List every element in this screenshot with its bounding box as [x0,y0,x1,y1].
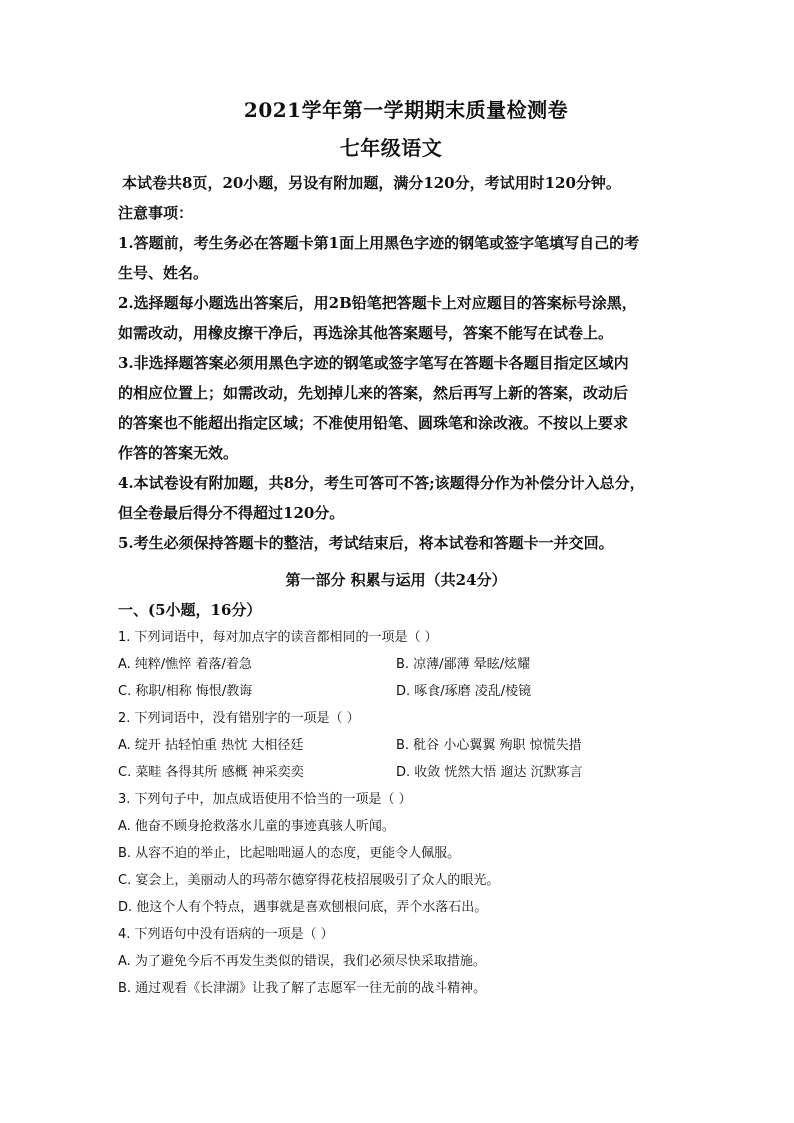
note-line: 2.选择题每小题选出答案后，用2B铅笔把答题卡上对应题目的答案标号涂黑， [118,294,637,312]
note-line: 3.非选择题答案必须用黑色字迹的钢笔或签字笔写在答题卡各题目指定区域内 [118,354,629,372]
option-c: C. 宴会上，美丽动人的玛蒂尔德穿得花枝招展吸引了众人的眼光。 [118,873,500,888]
question-stem: 2. 下列词语中，没有错别字的一项是（ ） [118,711,360,726]
option-b: B. 通过观看《长津湖》让我了解了志愿军一往无前的战斗精神。 [118,981,487,996]
section-title: 第一部分 积累与运用（共24分） [285,571,507,589]
exam-title: 2021学年第一学期期末质量检测卷 [243,98,569,122]
exam-summary: 本试卷共8页，20小题，另设有附加题，满分120分，考试用时120分钟。 [122,174,621,192]
option-row [118,759,674,786]
question-4 [118,921,674,1002]
question-3 [118,786,674,921]
option-a: A. 绽开 拈轻怕重 热忱 大相径廷 [118,738,304,753]
option-c: C. 称职/相称 悔恨/教诲 [118,684,253,699]
option-a: A. 纯粹/憔悴 着落/着急 [118,657,252,672]
option-d: D. 收敛 恍然大悟 遛达 沉默寡言 [396,765,583,780]
note-line: 但全卷最后得分不得超过120分。 [118,504,345,522]
note-line: 1.答题前，考生务必在答题卡第1面上用黑色字迹的钢笔或签字笔填写自己的考 [118,234,640,252]
note-line: 的答案也不能超出指定区域；不准使用铅笔、圆珠笔和涂改液。不按以上要求 [118,414,629,432]
notes-label: 注意事项： [118,204,194,222]
exam-subtitle: 七年级语文 [339,136,443,160]
option-a: A. 为了避免今后不再发生类似的错误，我们必须尽快采取措施。 [118,954,486,969]
exam-instructions [118,168,674,558]
option-row [118,651,674,678]
option-b: B. 从容不迫的举止，比起咄咄逼人的态度，更能令人佩服。 [118,846,461,861]
question-stem: 4. 下列语句中没有语病的一项是（ ） [118,927,334,942]
question-group-head: 一、(5小题，16分） [118,601,262,619]
question-1 [118,624,674,705]
option-b: B. 秕谷 小心翼翼 殉职 惊慌失措 [396,738,582,753]
question-stem: 1. 下列词语中，每对加点字的读音都相同的一项是（ ） [118,630,438,645]
note-line: 5.考生必须保持答题卡的整洁，考试结束后，将本试卷和答题卡一并交回。 [118,534,614,552]
note-line: 如需改动，用橡皮擦干净后，再选涂其他答案题号，答案不能写在试卷上。 [118,324,614,342]
note-line: 作答的答案无效。 [118,444,239,462]
option-row [118,732,674,759]
option-d: D. 啄食/琢磨 凌乱/棱镜 [396,684,532,699]
note-line: 生号、姓名。 [118,264,209,282]
note-line: 的相应位置上；如需改动，先划掉儿来的答案，然后再写上新的答案，改动后 [118,384,629,402]
note-line: 4.本试卷设有附加题，共8分，考生可答可不答;该题得分作为补偿分计入总分， [118,474,645,492]
option-c: C. 菜畦 各得其所 感概 神采奕奕 [118,765,304,780]
option-b: B. 凉薄/鄙薄 晕眩/炫耀 [396,657,531,672]
option-row [118,678,674,705]
option-a: A. 他奋不顾身抢救落水儿童的事迹真骇人听闻。 [118,819,395,834]
question-stem: 3. 下列句子中，加点成语使用不恰当的一项是（ ） [118,792,412,807]
question-2 [118,705,674,786]
option-d: D. 他这个人有个特点，遇事就是喜欢刨根问底，弄个水落石出。 [118,900,488,915]
